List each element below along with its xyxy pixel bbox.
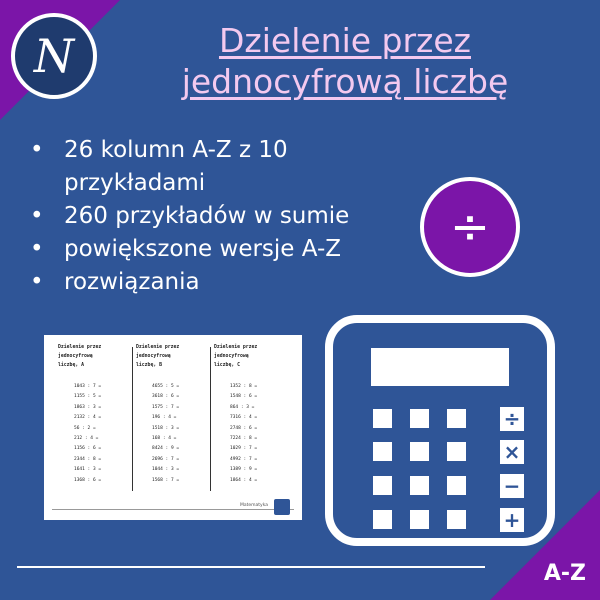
calculator-key [373, 442, 392, 461]
calculator-key [373, 510, 392, 529]
exercise-row: 2344 : 8 = [74, 456, 102, 462]
bottom-divider [17, 566, 485, 568]
exercise-row: 2132 : 4 = [74, 415, 102, 421]
feature-item: • rozwiązania [30, 266, 410, 299]
multiply-key-icon: × [500, 440, 524, 464]
calculator-icon [274, 499, 290, 515]
exercise-row: 212 : 4 = [74, 436, 99, 442]
logo-letter: N [33, 29, 75, 83]
exercise-row: 864 : 3 = [230, 404, 255, 410]
calculator-key [447, 510, 466, 529]
exercise-row: 1389 : 9 = [230, 467, 258, 473]
exercise-row: 1575 : 7 = [152, 404, 180, 410]
calculator-key [447, 476, 466, 495]
exercise-row: 56 : 2 = [74, 425, 96, 431]
calculator-key [447, 442, 466, 461]
divide-key-icon: ÷ [500, 407, 524, 431]
exercise-row: 1043 : 7 = [74, 384, 102, 389]
az-badge: A-Z [543, 561, 586, 586]
exercise-row: 196 : 4 = [152, 415, 177, 421]
exercise-row: 168 : 4 = [152, 436, 177, 442]
exercise-row: 1156 : 6 = [74, 446, 102, 452]
logo [11, 13, 97, 99]
plus-key-icon: + [500, 508, 524, 532]
exercise-row: 1548 : 6 = [230, 394, 258, 400]
feature-item: • 26 kolumn A-Z z 10 przykładami [30, 134, 410, 200]
calculator-key [373, 476, 392, 495]
exercise-row: 4655 : 5 = [152, 384, 180, 389]
worksheet-column-a [58, 343, 130, 486]
division-icon: ÷ [449, 199, 491, 255]
exercise-row: 1568 : 7 = [152, 477, 180, 483]
title-line-1: Dzielenie przez [218, 21, 471, 60]
exercise-row: 2696 : 7 = [152, 456, 180, 462]
feature-list [30, 134, 410, 299]
exercise-row: 2748 : 6 = [230, 425, 258, 431]
page-title [140, 20, 550, 102]
column-heading: Dzielenie przez jednocyfrową [58, 345, 102, 359]
column-divider [132, 347, 133, 491]
title-line-2: jednocyfrową liczbę [181, 62, 509, 101]
exercise-row: 1155 : 5 = [74, 394, 102, 400]
exercise-row: 8424 : 9 = [152, 446, 180, 452]
sheet-footer-line [52, 509, 294, 510]
calculator-illustration [325, 315, 555, 546]
calculator-key [410, 476, 429, 495]
exercise-row: 3618 : 6 = [152, 394, 180, 400]
column-subheading: liczbę, B [136, 363, 162, 368]
column-heading: Dzielenie przez jednocyfrową [214, 345, 258, 359]
feature-item: • 260 przykładów w sumie [30, 200, 410, 233]
column-heading: Dzielenie przez jednocyfrową [136, 345, 180, 359]
calculator-key [410, 510, 429, 529]
exercise-row: 7316 : 4 = [230, 415, 258, 421]
exercise-row: 1863 : 3 = [74, 404, 102, 410]
worksheet-column-c [214, 343, 286, 486]
sheet-brand: Matematyka [239, 503, 268, 508]
exercise-row: 1864 : 4 = [230, 477, 258, 483]
column-subheading: liczbę, A [58, 363, 84, 368]
column-subheading: liczbę, C [214, 363, 240, 368]
exercise-row: 1029 : 7 = [230, 446, 258, 452]
calculator-key [410, 409, 429, 428]
calculator-key [410, 442, 429, 461]
exercise-row: 1044 : 3 = [152, 467, 180, 473]
calculator-key [373, 409, 392, 428]
exercise-row: 7224 : 8 = [230, 436, 258, 442]
calculator-key [447, 409, 466, 428]
exercise-row: 1368 : 6 = [74, 477, 102, 483]
worksheet-preview [44, 335, 302, 520]
feature-item: • powiększone wersje A-Z [30, 233, 410, 266]
column-divider [210, 347, 211, 491]
minus-key-icon: − [500, 474, 524, 498]
exercise-row: 1518 : 3 = [152, 425, 180, 431]
exercise-row: 4992 : 7 = [230, 456, 258, 462]
calculator-screen [371, 348, 509, 386]
worksheet-column-b [136, 343, 208, 486]
exercise-row: 1641 : 3 = [74, 467, 102, 473]
division-badge [420, 177, 520, 277]
exercise-row: 1352 : 8 = [230, 384, 258, 389]
